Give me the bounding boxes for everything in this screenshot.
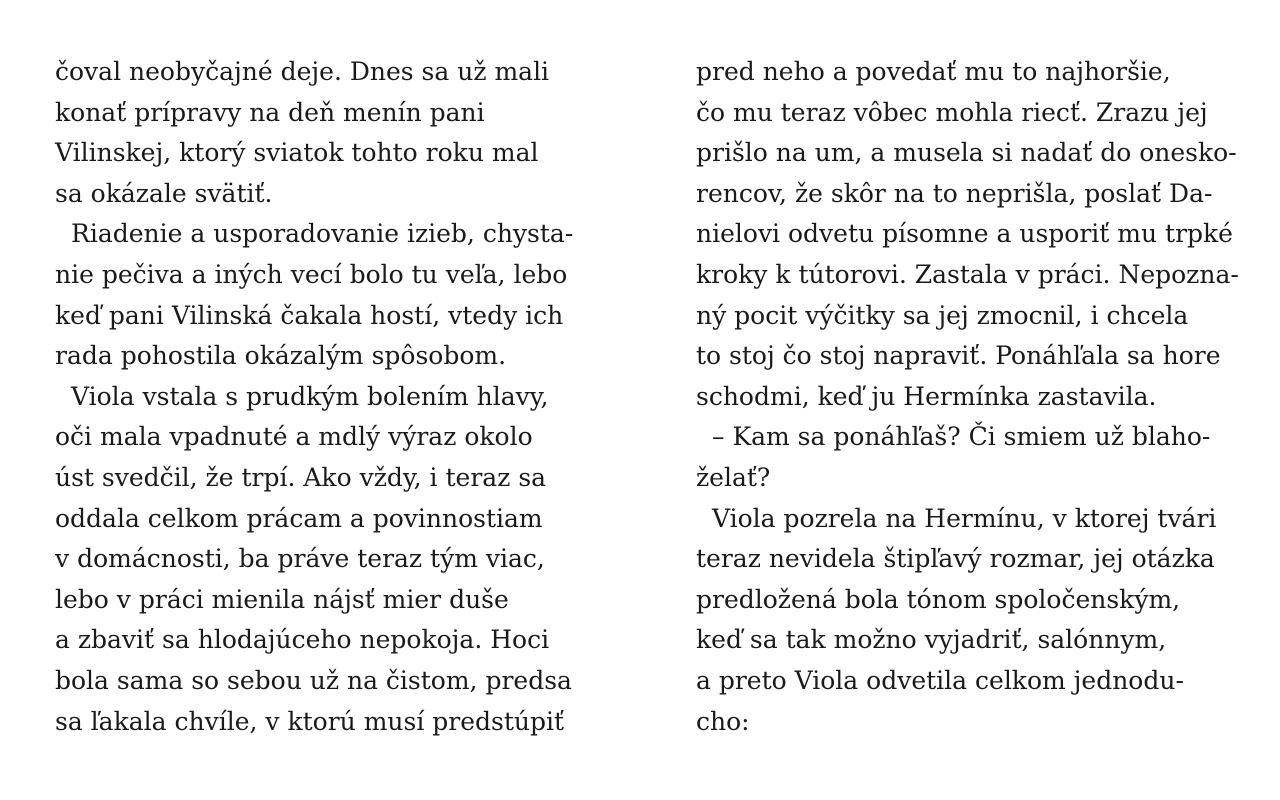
text-line: cho: <box>696 706 750 736</box>
text-line: čo mu teraz vôbec mohla riecť. Zrazu jej <box>696 97 1208 127</box>
text-line: keď sa tak možno vyjadriť, salónnym, <box>696 625 1167 655</box>
text-line: Vilinskej, ktorý sviatok tohto roku mal <box>55 138 539 168</box>
text-line: Riadenie a usporadovanie izieb, chysta- <box>71 219 574 249</box>
text-line: Viola vstala s prudkým bolením hlavy, <box>71 381 549 411</box>
text-line: želať? <box>696 462 771 492</box>
right-page <box>696 52 1239 742</box>
text-line: Viola pozrela na Hermínu, v ktorej tvári <box>712 503 1217 533</box>
text-line: nie pečiva a iných vecí bolo tu veľa, lebo <box>55 259 568 289</box>
text-line: a preto Viola odvetila celkom jednodu- <box>696 665 1184 695</box>
text-line: oči mala vpadnuté a mdlý výraz okolo <box>55 422 533 452</box>
text-line: bola sama so sebou už na čistom, predsa <box>55 665 572 695</box>
text-line: rencov, že skôr na to neprišla, poslať Da- <box>696 178 1213 208</box>
text-line: ný pocit výčitky sa jej zmocnil, i chcela <box>696 300 1189 330</box>
text-line: keď pani Vilinská čakala hostí, vtedy ich <box>55 300 564 330</box>
text-line: konať prípravy na deň menín pani <box>55 97 485 127</box>
text-line: predložená bola tónom spoločenským, <box>696 584 1181 614</box>
text-line: lebo v práci mienila nájsť mier duše <box>55 584 509 614</box>
left-page <box>55 52 595 742</box>
text-line: rada pohostila okázalým spôsobom. <box>55 341 507 371</box>
text-line: oddala celkom prácam a povinnostiam <box>55 503 543 533</box>
text-line: sa okázale svätiť. <box>55 178 273 208</box>
text-line: teraz nevidela štipľavý rozmar, jej otázka <box>696 544 1215 574</box>
text-line: čoval neobyčajné deje. Dnes sa už mali <box>55 57 550 86</box>
text-line: a zbaviť sa hlodajúceho nepokoja. Hoci <box>55 625 550 655</box>
text-line: nielovi odvetu písomne a usporiť mu trpké <box>696 219 1233 249</box>
text-line: kroky k tútorovi. Zastala v práci. Nepozna- <box>696 259 1239 289</box>
text-line: úst svedčil, že trpí. Ako vždy, i teraz sa <box>55 462 547 492</box>
text-line: sa ľakala chvíle, v ktorú musí predstúpiť <box>55 706 565 736</box>
text-line: pred neho a povedať mu to najhoršie, <box>696 57 1171 86</box>
text-line: v domácnosti, ba práve teraz tým viac, <box>55 544 545 574</box>
text-line: schodmi, keď ju Hermínka zastavila. <box>696 381 1157 411</box>
text-line: – Kam sa ponáhľaš? Či smiem už blaho- <box>712 422 1211 452</box>
text-line: prišlo na um, a musela si nadať do onesko- <box>696 138 1237 168</box>
text-line: to stoj čo stoj napraviť. Ponáhľala sa hore <box>696 341 1221 371</box>
